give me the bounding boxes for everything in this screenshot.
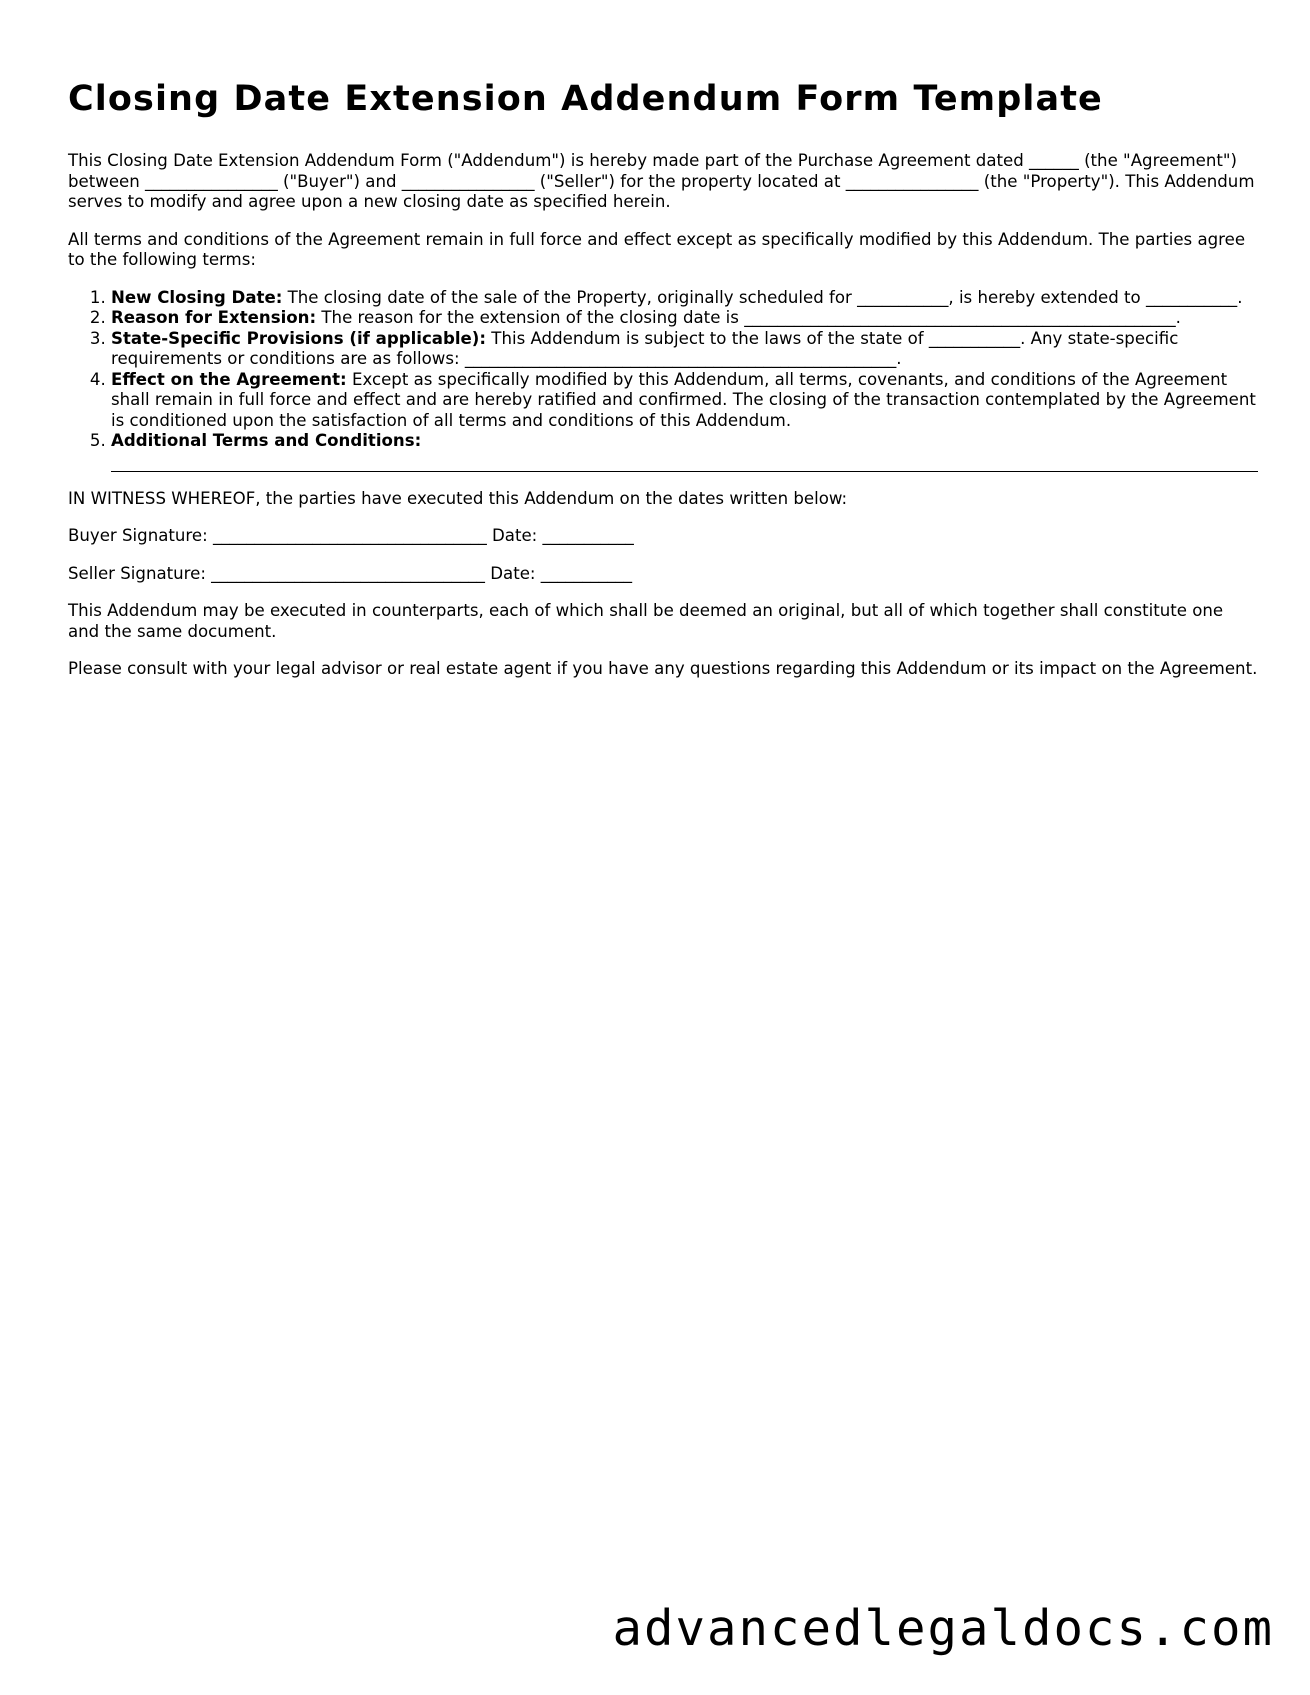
page-title: Closing Date Extension Addendum Form Template: [68, 79, 1103, 119]
witness-paragraph: IN WITNESS WHEREOF, the parties have executed this Addendum on the dates written below:: [68, 488, 848, 508]
intro-paragraph: This Closing Date Extension Addendum Form ("Addendum") is hereby made part of the Purchase Agreement dated ______ (the "Agreement") between ________________ ("Buyer") and ________________ ("Seller") for the property located at ________________ (the "Property"). This Addendum serves to modify and agree upon a new closing date as specified herein.: [68, 151, 1255, 211]
list-item: [111, 308, 1258, 329]
item-label: Effect on the Agreement:: [111, 369, 347, 389]
item-label: State-Specific Provisions (if applicable):: [111, 328, 487, 348]
item-text: Except as specifically modified by this Addendum, all terms, covenants, and conditions of the Agreement shall remain in full force and effect and are hereby ratified and confirmed. The closing of the transaction contemplated by the Agreement is conditioned upon the satisfaction of all terms and conditions of this Addendum.: [111, 369, 1256, 430]
item-text: The closing date of the sale of the Property, originally scheduled for ___________, is hereby extended to ___________.: [282, 287, 1243, 307]
item-label: Reason for Extension:: [111, 308, 317, 327]
item-text: The reason for the extension of the closing date is ____________________________________________________.: [316, 308, 1181, 327]
list-item: [111, 288, 1258, 309]
document-page: [68, 78, 1258, 697]
item-text: This Addendum is subject to the laws of the state of ___________. Any state-specific requirements or conditions are as follows: ____________________________________________________.: [111, 328, 1179, 368]
list-item: [111, 431, 1258, 472]
additional-terms-blank-line: [111, 452, 1258, 472]
terms-list: [68, 288, 1258, 472]
item-label: New Closing Date:: [111, 287, 283, 307]
site-watermark: advancedlegaldocs.com: [612, 1600, 1274, 1657]
counterparts-paragraph: This Addendum may be executed in counterparts, each of which shall be deemed an original, but all of which together shall constitute one and the same document.: [68, 601, 1224, 641]
item-label: Additional Terms and Conditions:: [111, 431, 422, 450]
terms-intro-paragraph: All terms and conditions of the Agreement remain in full force and effect except as specifically modified by this Addendum. The parties agree to the following terms:: [68, 229, 1246, 269]
buyer-signature-line: Buyer Signature: _________________________________ Date: ___________: [68, 526, 634, 545]
list-item: [111, 370, 1258, 432]
consult-paragraph: Please consult with your legal advisor or real estate agent if you have any questions regarding this Addendum or its impact on the Agreement.: [68, 659, 1258, 678]
list-item: [111, 329, 1258, 370]
seller-signature-line: Seller Signature: _________________________________ Date: ___________: [68, 563, 633, 583]
